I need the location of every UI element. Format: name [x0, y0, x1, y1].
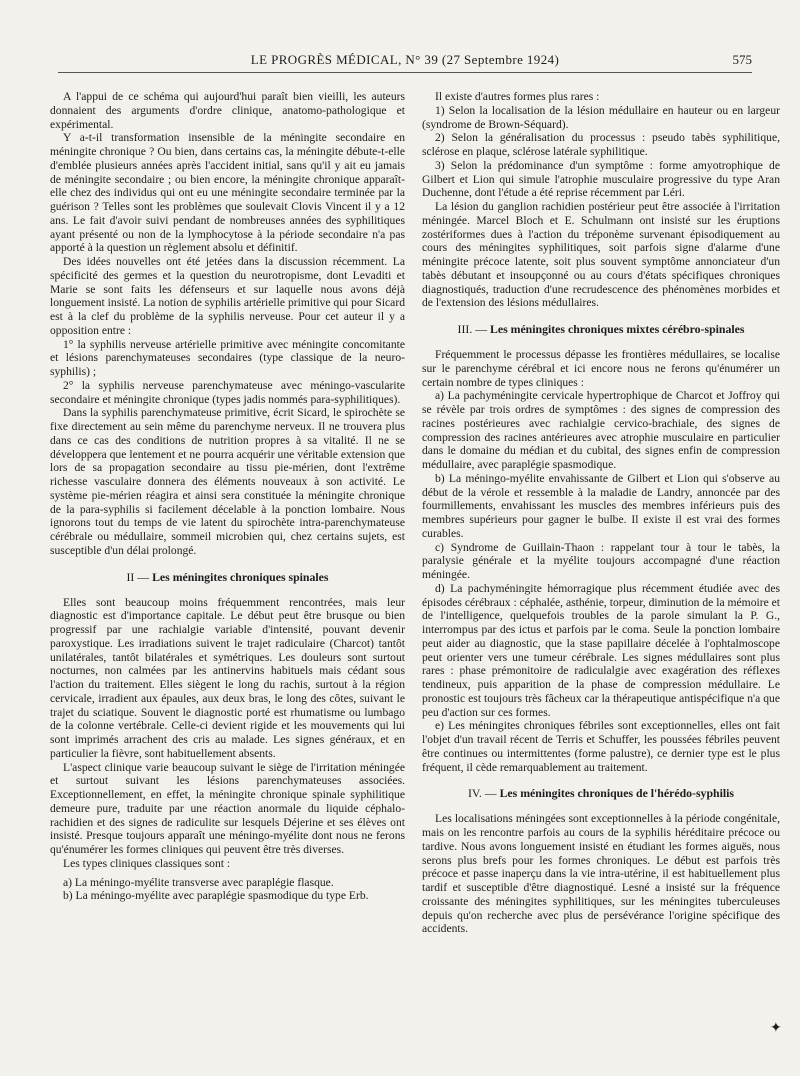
section-title: Les méningites chroniques spinales [152, 569, 329, 584]
section-number: II — [126, 569, 150, 584]
list-item: b) La méningo-myélite envahissante de Gilbert et Lion qui s'observe au début de la vérole et ressemble à la maladie de Landry, annoncée par des fourmillements, envahissant les muscles des membres inférieurs puis des membres supérieurs pour gagner le bulbe. Il existe il est vrai des formes curables. [422, 471, 780, 540]
page-number: 575 [732, 52, 752, 67]
paragraph: Y a-t-il transformation insensible de la méningite secondaire en méningite chronique ? Ou bien, dans certains cas, la méningite débute-t-elle d'emblée plusieurs années après l'accident initial, sans qu'il y ait eu jamais de méningite secondaire ; ou bien encore, la méningite chronique apparaît-elle chez des individus qui ont eu une méningite secondaire terminée par la guérison ? Telles sont les problèmes que soulevait Clovis Vincent il y a 12 ans. Le fait d'avoir suivi pendant de nombreuses années des syphilitiques ayant présenté ou non de la lymphocytose à la période secondaire n'a pas apporté à la question un règlement absolu et définitif. [50, 131, 405, 255]
journal-title: LE PROGRÈS MÉDICAL, N° 39 (27 Septembre 1924) [250, 52, 560, 67]
list-item: c) Syndrome de Guillain-Thaon : rappelant tour à tour le tabès, la paralysie générale et la myélite toujours accompagné d'une réaction méningée. [422, 540, 780, 581]
list-item: a) La méningo-myélite transverse avec paraplégie flasque. [63, 875, 334, 889]
section-heading-4 [422, 786, 780, 800]
paragraph: Des idées nouvelles ont été jetées dans la discussion récemment. La spécificité des germes et la question du neurotropisme, dont Levaditi et Marie se sont faits les défenseurs et sur laquelle nous avons déjà longuement insisté. La notion de syphilis artérielle primitive qui pour Sicard est à la clef du problème de la syphilis nerveuse. Pour cet auteur il y a opposition entre : [50, 255, 405, 337]
list-item: 1) Selon la localisation de la lésion médullaire en hauteur ou en largeur (syndrome de Brown-Séquard). [422, 103, 780, 131]
list-item: 2) Selon la généralisation du processus : pseudo tabès syphilitique, sclérose en plaque, sclérose latérale syphilitique. [422, 131, 780, 158]
paragraph: Il existe d'autres formes plus rares : [435, 90, 600, 103]
paragraph: Les localisations méningées sont exceptionnelles à la période congénitale, mais on les rencontre parfois au cours de la syphilis héréditaire précoce ou tardive. Nous avons longuement insisté en étudiant les formes aiguës, nous serons plus brefs pour les formes chroniques. Le début est parfois très précoce et passe inaperçu dans la vie intra-utérine, il est habituellement plus tardif et susceptible d'être diagnostiqué. Lesné a insisté sur la fréquence croissante des méningites syphilitiques, sur les méningites tuberculeuses depuis qu'on recherche avec plus de persévérance l'origine spécifique des accidents. [422, 812, 780, 936]
section-number: III. — [457, 322, 488, 336]
paragraph: 1° la syphilis nerveuse artérielle primitive avec méningite concomitante et lésions parenchymateuses secondaires (type classique de la neuro-syphilis) ; [50, 337, 405, 378]
ornament-icon: ✦ [770, 1021, 782, 1036]
list-item: e) Les méningites chroniques fébriles sont exceptionnelles, elles ont fait l'objet d'un travail récent de Terris et Schuffer, les poussées fébriles peuvent être continues ou intermittentes (forme palustre), ce dernier type est le plus fréquent, il cède remarquablement au traitement. [422, 719, 780, 774]
list-item: a) La pachyméningite cervicale hypertrophique de Charcot et Joffroy qui se révèle par trois ordres de symptômes : des signes de compression des racines postérieures avec rachialgie cervico-brachiale, des signes de compression des racines antérieures avec atrophie musculaire en particulier dans le domaine du médian et du cubital, des signes enfin de compression médullaire, avec paraplégie spasmodique. [422, 389, 780, 471]
left-column [50, 90, 405, 903]
paragraph: La lésion du ganglion rachidien postérieur peut être associée à l'irritation méningée. Marcel Bloch et E. Schulmann ont insisté sur les éruptions zostériformes dues à l'action du tréponème survenant épisodiquement au cours des méningites syphilitiques, soit parfois signe d'alarme d'une méningite précoce latente, soit plus souvent symptôme annonciateur d'un tabès débutant et insoupçonné ou au cours d'états spécifiques chroniques diagnostiqués, traduction d'une recrudescence des phénomènes morbides et de l'extension des lésions médullaires. [422, 200, 780, 310]
paragraph: Les types cliniques classiques sont : [63, 856, 231, 870]
right-column [422, 90, 780, 936]
list-item: 3) Selon la prédominance d'un symptôme : forme amyotrophique de Gilbert et Lion qui simule l'atrophie musculaire progressive du type Aran Duchenne, dont l'étude a été reprise récemment par Léri. [422, 158, 780, 200]
list-item: b) La méningo-myélite avec paraplégie spasmodique du type Erb. [63, 889, 369, 903]
paragraph: Fréquemment le processus dépasse les frontières médullaires, se localise sur le parenchyme cérébral et ici encore nous ne ferons qu'énumérer un certain nombre de types cliniques : [422, 348, 780, 389]
paragraph: Elles sont beaucoup moins fréquemment rencontrées, mais leur diagnostic est d'importance capitale. Le début peut être brusque ou bien progressif par une rachialgie variable d'intensité, pouvant devenir paroxystique. Les irradiations suivent le trajet radiculaire (Charcot) tantôt unilatérales, tantôt bilatérales et symétriques. Les douleurs sont surtout nocturnes, non calmées par les antinervins habituels mais cédant sous l'action du traitement. Elles siègent le long du rachis, surtout à la région cervicale, irradient aux épaules, aux deux bras, le long des côtes, suivant le trajet du sciatique. Souvent le diagnostic porté est rhumatisme ou lumbago de la colonne vertébrale. Celle-ci devient rigide et les mouvements qui lui sont imprimés arrachent des cris au malade. Les signes généraux, et en particulier la fièvre, sont habituellement absents. [50, 595, 405, 760]
paragraph: L'aspect clinique varie beaucoup suivant le siège de l'irritation méningée et surtout suivant les lésions parenchymateuses associées. Exceptionnellement, en effet, la méningite chronique spinale syphilitique demeure pure, traduite par une réaction anormale du liquide céphalo-rachidien et des signes de radiculite sur lesquels Déjerine et ses élèves ont insisté. Presque toujours apparaît une méningo-myélite dont nous ne ferons qu'énumérer les formes cliniques qui peuvent être très diverses. [50, 760, 405, 856]
section-heading-3 [422, 322, 780, 336]
section-title: Les méningites chroniques mixtes cérébro-spinales [489, 322, 745, 336]
list-item: d) La pachyméningite hémorragique plus récemment étudiée avec des épisodes cérébraux : céphalée, asthénie, torpeur, diminution de la mémoire et de l'intelligence, quelquefois troubles de la parole simulant la P. G., interrompus par des ictus et parfois par le coma. Seule la ponction lombaire peut aider au diagnostic, que la stase papillaire décelée à l'ophtalmoscope peut orienter vers une tumeur cérébrale. Les signes médullaires sont plus rares : phase prémonitoire de radiculalgie avec exagération des réflexes tendineux, puis apparition de la phase de compression médullaire. Le pronostic est toujours très fâcheux car la thérapeutique antispécifique n'a que peu d'action sur ces formes. [422, 581, 780, 719]
running-header [58, 52, 752, 73]
paragraph: Dans la syphilis parenchymateuse primitive, écrit Sicard, le spirochète se fixe directement au sein même du parenchyme nerveux. Il ne trouvera plus dans ce cas des conditions de nutrition propres à sa vitalité. Il ne se développera que lentement et ne pourra acquérir une véritable extension que lors de sa propagation secondaire au tissu pie-mérien, dont l'extrême richesse vasculaire donnera des éléments nouveaux à son activité. Le système pie-mérien réagira et ainsi sera constituée la méningite chronique de la para-syphilis si facilement décelable à la ponction lombaire. Nous ignorons tout du temps de vie latent du spirochète intra-parenchymateuse cérébrale ou médullaire, sommeil microbien qui, chez certains sujets, est susceptible d'un délai prolongé. [50, 406, 405, 557]
section-heading-2 [50, 570, 405, 584]
paragraph: 2° la syphilis nerveuse parenchymateuse avec méningo-vascularite secondaire et méningite chronique (types jadis nommés para-syphilitiques). [50, 378, 405, 406]
section-title: Les méningites chroniques de l'hérédo-syphilis [499, 786, 734, 801]
paragraph: A l'appui de ce schéma qui aujourd'hui paraît bien vieilli, les auteurs donnaient des arguments d'ordre clinique, anatomo-pathologique et expérimental. [50, 90, 405, 131]
section-number: IV. — [467, 786, 497, 801]
